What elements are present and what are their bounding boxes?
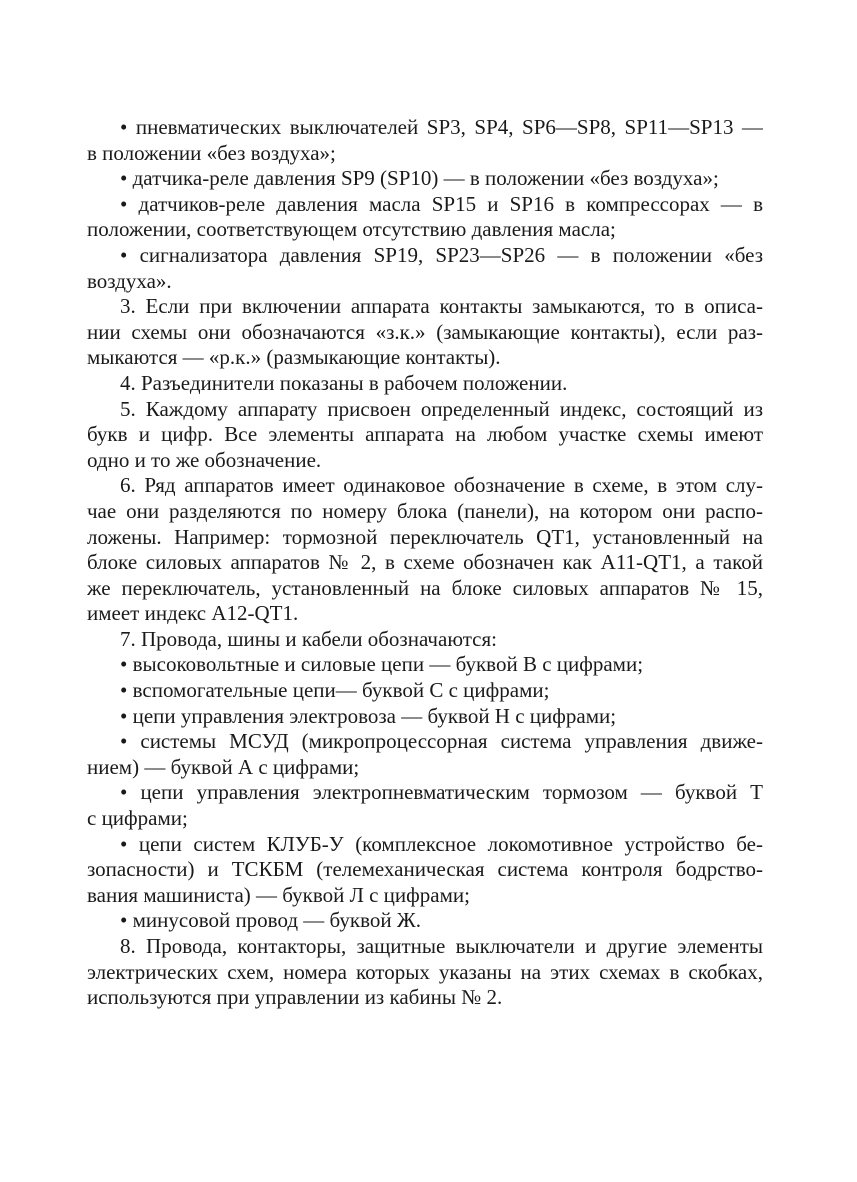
- text-line: нии схемы они обозначаются «з.к.» (замыкающие контакты), если раз-: [87, 319, 763, 344]
- text-line: 4. Разъединители показаны в рабочем положении.: [120, 370, 568, 395]
- text-line: чае они разделяются по номеру блока (панели), на котором они распо-: [87, 498, 763, 523]
- text-line: 7. Провода, шины и кабели обозначаются:: [120, 626, 497, 651]
- text-line: зопасности) и ТСКБМ (телемеханическая система контроля бодрство-: [87, 857, 763, 882]
- text-line: же переключатель, установленный на блоке силовых аппаратов № 15,: [87, 575, 763, 600]
- numbered-paragraph: [87, 473, 763, 627]
- bullet-paragraph: [87, 780, 763, 831]
- text-line: • вспомогательные цепи— буквой С с цифрами;: [120, 678, 550, 703]
- document-body: [87, 115, 763, 1011]
- text-line: • цепи систем КЛУБ-У (комплексное локомотивное устройство бе-: [120, 831, 763, 856]
- text-line: • пневматических выключателей SP3, SP4, SP6—SP8, SP11—SP13 —: [120, 115, 763, 139]
- text-line: нием) — буквой А с цифрами;: [87, 754, 360, 779]
- bullet-paragraph: [87, 729, 763, 780]
- text-line: электрических схем, номера которых указаны на этих схемах в скобках,: [87, 959, 763, 984]
- bullet-paragraph: [87, 678, 763, 704]
- text-line: • сигнализатора давления SP19, SP23—SP26 — в положении «без: [120, 242, 763, 267]
- text-line: с цифрами;: [87, 806, 188, 831]
- text-line: в положении «без воздуха»;: [87, 140, 336, 165]
- numbered-paragraph: [87, 294, 763, 371]
- text-line: мыкаются — «р.к.» (размыкающие контакты).: [87, 345, 501, 370]
- text-line: воздуха».: [87, 268, 172, 293]
- text-line: • датчиков-реле давления масла SP15 и SP16 в компрессорах — в: [120, 191, 763, 216]
- text-line: • датчика-реле давления SP9 (SP10) — в положении «без воздуха»;: [120, 166, 719, 191]
- text-line: используются при управлении из кабины № 2.: [87, 985, 503, 1010]
- bullet-paragraph: [87, 192, 763, 243]
- text-line: 3. Если при включении аппарата контакты замыкаются, то в описа-: [120, 294, 763, 319]
- text-line: имеет индекс A12-QT1.: [87, 601, 299, 626]
- bullet-paragraph: [87, 652, 763, 678]
- bullet-paragraph: [87, 832, 763, 909]
- numbered-paragraph: [87, 627, 763, 653]
- text-line: 8. Провода, контакторы, защитные выключатели и другие элементы: [120, 934, 763, 958]
- numbered-paragraph: [87, 934, 763, 1011]
- text-line: • цепи управления электровоза — буквой Н с цифрами;: [120, 703, 617, 728]
- text-line: • системы МСУД (микропроцессорная система управления движе-: [120, 729, 763, 754]
- bullet-paragraph: [87, 908, 763, 934]
- bullet-paragraph: [87, 704, 763, 730]
- numbered-paragraph: [87, 397, 763, 474]
- text-line: • высоковольтные и силовые цепи — буквой В с цифрами;: [120, 652, 644, 677]
- text-line: ложены. Например: тормозной переключатель QT1, установленный на: [87, 524, 763, 549]
- text-line: • минусовой провод — буквой Ж.: [120, 908, 421, 933]
- numbered-paragraph: [87, 371, 763, 397]
- text-line: блоке силовых аппаратов № 2, в схеме обозначен как A11-QT1, а такой: [87, 550, 763, 575]
- text-line: 5. Каждому аппарату присвоен определенный индекс, состоящий из: [120, 396, 763, 421]
- text-line: • цепи управления электропневматическим тормозом — буквой Т: [120, 780, 763, 805]
- text-line: положении, соответствующем отсутствию давления масла;: [87, 217, 616, 242]
- bullet-paragraph: [87, 243, 763, 294]
- bullet-paragraph: [87, 166, 763, 192]
- text-line: вания машиниста) — буквой Л с цифрами;: [87, 882, 470, 907]
- bullet-paragraph: [87, 115, 763, 166]
- text-line: 6. Ряд аппаратов имеет одинаковое обозначение в схеме, в этом слу-: [120, 473, 763, 498]
- text-line: букв и цифр. Все элементы аппарата на любом участке схемы имеют: [87, 422, 763, 447]
- text-line: одно и то же обозначение.: [87, 447, 322, 472]
